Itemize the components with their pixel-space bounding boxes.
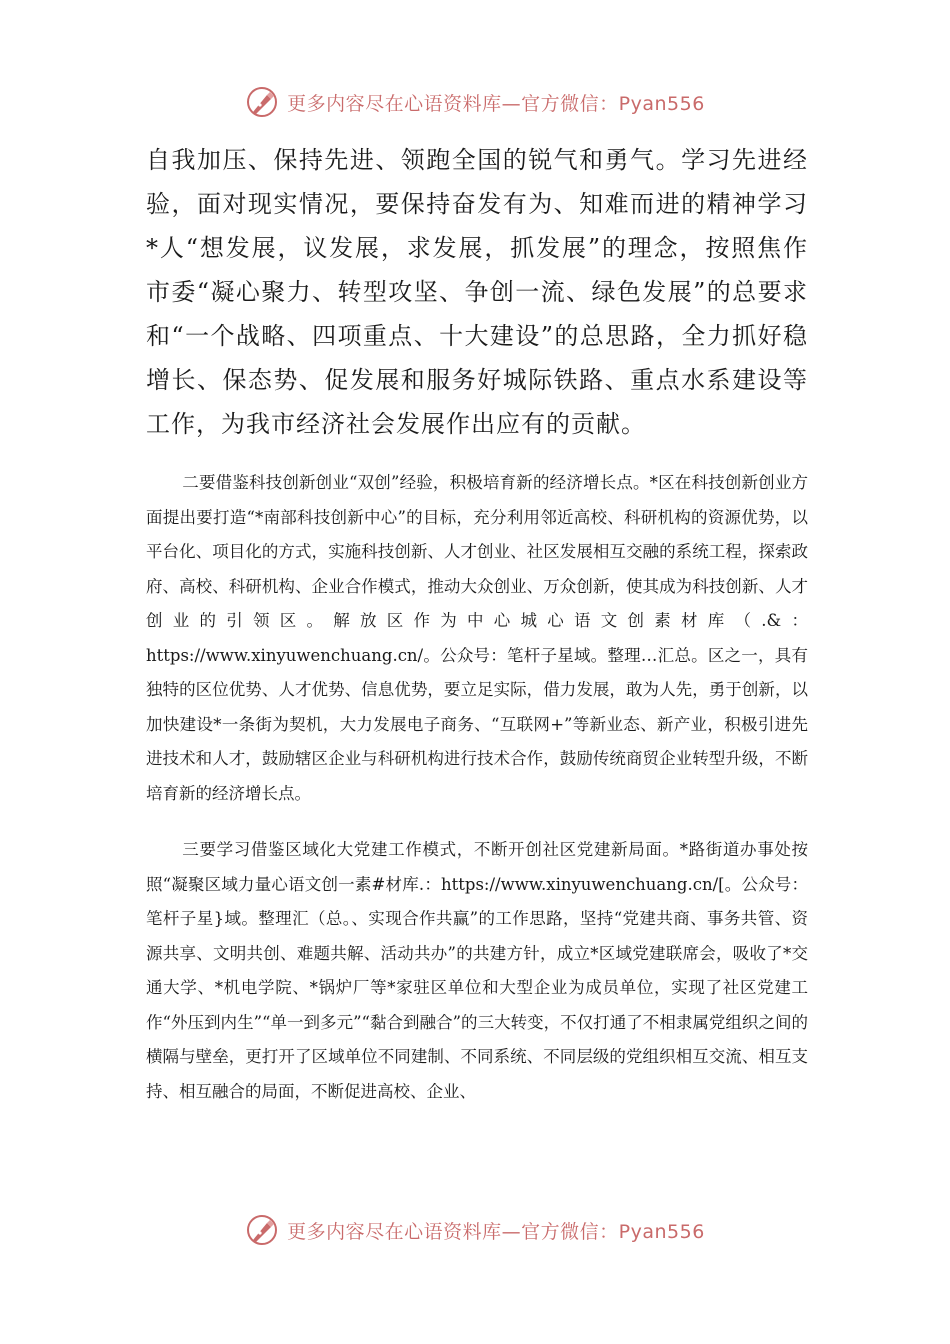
pen-nib-icon — [245, 85, 279, 119]
header-watermark-banner — [0, 82, 950, 122]
footer-watermark-banner — [0, 1210, 950, 1250]
pen-nib-icon — [245, 1213, 279, 1247]
watermark-text: 更多内容尽在心语资料库—官方微信：Pyan556 — [287, 1220, 705, 1243]
paragraph-2: 二要借鉴科技创新创业“双创”经验，积极培育新的经济增长点。*区在科技创新创业方面提出要打造“*南部科技创新中心”的目标，充分利用邻近高校、科研机构的资源优势，以平台化、项目化的方式，实施科技创新、人才创业、社区发展相互交融的系统工程，探索政府、高校、科研机构、企业合作模式，推动大众创业、万众创新，使其成为科技创新、人才创业的引领区。解放区作为中心城心语文创素材库（.&：https://www.xinyuwenchuang.cn/。公众号：笔杆子星域。整理…汇总。区之一，具有独特的区位优势、人才优势、信息优势，要立足实际，借力发展，敢为人先，勇于创新，以加快建设*一条街为契机，大力发展电子商务、“互联网+”等新业态、新产业，积极引进先进技术和人才，鼓励辖区企业与科研机构进行技术合作，鼓励传统商贸企业转型升级，不断培育新的经济增长点。 — [146, 473, 808, 803]
paragraph-3: 三要学习借鉴区域化大党建工作模式，不断开创社区党建新局面。*路街道办事处按照“凝聚区域力量心语文创一素#材库.：https://www.xinyuwenchuang.cn/[。公众号：笔杆子星}域。整理汇（总。、实现合作共赢”的工作思路，坚持“党建共商、事务共管、资源共享、文明共创、难题共解、活动共办”的共建方针，成立*区域党建联席会，吸收了*交通大学、*机电学院、*锅炉厂等*家驻区单位和大型企业为成员单位，实现了社区党建工作“外压到内生”“单一到多元”“黏合到融合”的三大转变，不仅打通了不相隶属党组织之间的横隔与壁垒，更打开了区域单位不同建制、不同系统、不同层级的党组织相互交流、相互支持、相互融合的局面，不断促进高校、企业、 — [146, 840, 808, 1101]
watermark-text: 更多内容尽在心语资料库—官方微信：Pyan556 — [287, 92, 705, 115]
document-body — [146, 138, 808, 1109]
lead-paragraph: 自我加压、保持先进、领跑全国的锐气和勇气。学习先进经验，面对现实情况，要保持奋发有为、知难而进的精神学习*人“想发展，议发展，求发展，抓发展”的理念，按照焦作市委“凝心聚力、转型攻坚、争创一流、绿色发展”的总要求和“一个战略、四项重点、十大建设”的总思路，全力抓好稳增长、保态势、促发展和服务好城际铁路、重点水系建设等工作，为我市经济社会发展作出应有的贡献。 — [146, 146, 808, 438]
